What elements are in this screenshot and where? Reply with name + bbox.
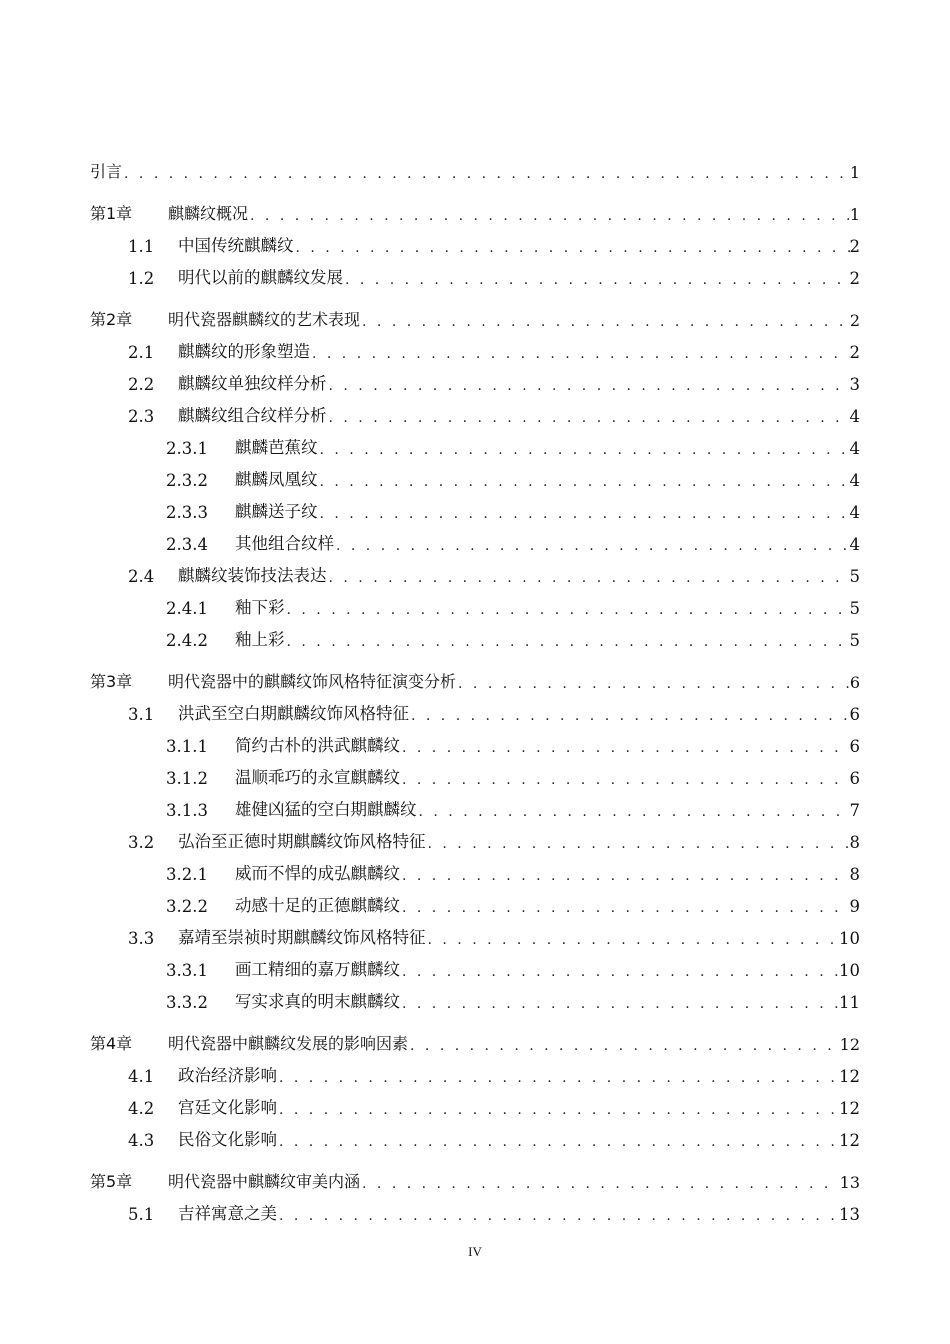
- toc-entry[interactable]: [90, 1160, 860, 1192]
- dot-leader: [310, 346, 850, 362]
- dot-leader: [360, 1176, 840, 1192]
- toc-entry-title: 釉下彩: [235, 598, 285, 617]
- toc-entry-number: 3.3.2: [166, 993, 208, 1012]
- dot-leader: [360, 314, 850, 330]
- toc-entry-title: 明代瓷器中麒麟纹审美内涵: [168, 1172, 361, 1191]
- toc-entry-title: 麒麟纹的形象塑造: [178, 342, 310, 361]
- toc-entry-page: 12: [839, 1131, 860, 1150]
- toc-entry-number: 3.2.1: [166, 865, 208, 884]
- toc-entry-page: 10: [839, 961, 860, 980]
- toc-entry-title: 雄健凶猛的空白期麒麟纹: [235, 800, 417, 819]
- dot-leader: [277, 1134, 839, 1150]
- toc-entry-number: 2.4: [128, 567, 155, 586]
- dot-leader: [327, 378, 850, 394]
- toc-entry-title: 政治经济影响: [178, 1066, 277, 1085]
- toc-entry-title: 宫廷文化影响: [178, 1098, 277, 1117]
- toc-entry-number: 3.1.2: [166, 769, 208, 788]
- toc-entry-page: 2: [849, 269, 860, 288]
- toc-entry[interactable]: [90, 522, 860, 554]
- toc-entry[interactable]: [90, 394, 860, 426]
- toc-entry[interactable]: [90, 150, 860, 182]
- toc-entry-title: 画工精细的嘉万麒麟纹: [235, 960, 400, 979]
- toc-entry-title: 洪武至空白期麒麟纹饰风格特征: [178, 704, 409, 723]
- dot-leader: [277, 1208, 839, 1224]
- dot-leader: [318, 474, 850, 490]
- dot-leader: [327, 570, 850, 586]
- toc-entry-title: 明代以前的麒麟纹发展: [178, 268, 343, 287]
- toc-entry-page: 5: [849, 599, 860, 618]
- dot-leader: [318, 506, 850, 522]
- toc-entry-page: 3: [849, 375, 860, 394]
- toc-entry[interactable]: [90, 724, 860, 756]
- toc-entry-number: 3.3: [128, 929, 155, 948]
- toc-entry-number: 4.3: [128, 1131, 155, 1150]
- dot-leader: [400, 900, 850, 916]
- toc-entry-number: 4.1: [128, 1067, 155, 1086]
- toc-entry-number: 2.3.4: [166, 535, 208, 554]
- toc-entry-number: 3.1: [128, 705, 155, 724]
- toc-entry-number: 第1章: [90, 204, 133, 223]
- toc-entry-number: 1.2: [128, 269, 155, 288]
- toc-entry-number: 2.4.2: [166, 631, 208, 650]
- toc-entry-number: 第4章: [90, 1034, 133, 1053]
- dot-leader: [400, 996, 839, 1012]
- toc-entry-number: 2.1: [128, 343, 155, 362]
- dot-leader: [277, 1102, 839, 1118]
- toc-entry-title: 民俗文化影响: [178, 1130, 277, 1149]
- toc-entry-page: 5: [849, 631, 860, 650]
- toc-entry-number: 2.3.3: [166, 503, 208, 522]
- page-number-footer: IV: [468, 1244, 482, 1259]
- toc-entry[interactable]: [90, 192, 860, 224]
- toc-entry-page: 6: [849, 705, 860, 724]
- toc-entry-page: 1: [849, 163, 860, 182]
- dot-leader: [400, 868, 850, 884]
- toc-entry-number: 3.1.3: [166, 801, 208, 820]
- toc-entry-title: 威而不悍的成弘麒麟纹: [235, 864, 400, 883]
- toc-entry-number: 第2章: [90, 310, 133, 329]
- toc-entry-page: 4: [849, 471, 860, 490]
- dot-leader: [400, 740, 850, 756]
- toc-entry-page: 12: [839, 1035, 860, 1054]
- toc-entry[interactable]: [90, 980, 860, 1012]
- toc-entry-title: 明代瓷器中麒麟纹发展的影响因素: [168, 1034, 409, 1053]
- toc-entry-page: 13: [839, 1205, 860, 1224]
- toc-entry-page: 13: [839, 1173, 860, 1192]
- toc-entry[interactable]: [90, 1022, 860, 1054]
- toc-entry-page: 10: [839, 929, 860, 948]
- dot-leader: [318, 442, 850, 458]
- toc-entry-page: 5: [849, 567, 860, 586]
- toc-entry-page: 11: [839, 993, 860, 1012]
- toc-entry[interactable]: [90, 426, 860, 458]
- dot-leader: [294, 240, 850, 256]
- dot-leader: [285, 602, 850, 618]
- dot-leader: [426, 932, 840, 948]
- toc-entry-number: 3.2.2: [166, 897, 208, 916]
- toc-entry-page: 8: [849, 865, 860, 884]
- toc-entry[interactable]: [90, 256, 860, 288]
- dot-leader: [400, 964, 839, 980]
- toc-entry-title: 写实求真的明末麒麟纹: [235, 992, 400, 1011]
- toc-entry-number: 3.3.1: [166, 961, 208, 980]
- toc-entry[interactable]: [90, 1118, 860, 1150]
- toc-entry[interactable]: [90, 362, 860, 394]
- toc-entry-number: 2.3.1: [166, 439, 208, 458]
- toc-entry-title: 麒麟纹装饰技法表达: [178, 566, 327, 585]
- toc-entry-number: 5.1: [128, 1205, 155, 1224]
- toc-entry-number: 4.2: [128, 1099, 155, 1118]
- dot-leader: [426, 836, 850, 852]
- toc-entry-title: 其他组合纹样: [235, 534, 334, 553]
- toc-entry[interactable]: [90, 692, 860, 724]
- toc-entry[interactable]: [90, 586, 860, 618]
- toc-entry-number: 第3章: [90, 672, 133, 691]
- toc-entry-title: 吉祥寓意之美: [178, 1204, 277, 1223]
- toc-entry[interactable]: [90, 948, 860, 980]
- toc-entry-page: 4: [849, 535, 860, 554]
- dot-leader: [285, 634, 850, 650]
- toc-entry-page: 12: [839, 1067, 860, 1086]
- toc-entry-number: 3.2: [128, 833, 155, 852]
- toc-entry-title: 麒麟纹组合纹样分析: [178, 406, 327, 425]
- dot-leader: [248, 208, 850, 224]
- toc-entry-title: 明代瓷器麒麟纹的艺术表现: [168, 310, 361, 329]
- toc-entry[interactable]: [90, 756, 860, 788]
- toc-entry-number: 2.4.1: [166, 599, 208, 618]
- toc-entry-title: 弘治至正德时期麒麟纹饰风格特征: [178, 832, 426, 851]
- toc-entry-title: 中国传统麒麟纹: [178, 236, 294, 255]
- toc-entry-page: 4: [849, 407, 860, 426]
- toc-entry-number: 3.1.1: [166, 737, 208, 756]
- toc-entry-title: 明代瓷器中的麒麟纹饰风格特征演变分析: [168, 672, 457, 691]
- toc-entry-page: 8: [849, 833, 860, 852]
- dot-leader: [334, 538, 850, 554]
- toc-entry-title: 釉上彩: [235, 630, 285, 649]
- dot-leader: [400, 772, 850, 788]
- toc-entry-number: 2.3.2: [166, 471, 208, 490]
- toc-entry-number: 2.2: [128, 375, 155, 394]
- toc-entry-title: 麒麟芭蕉纹: [235, 438, 318, 457]
- toc-entry-title: 简约古朴的洪武麒麟纹: [235, 736, 400, 755]
- toc-entry-page: 7: [849, 801, 860, 820]
- toc-entry[interactable]: [90, 224, 860, 256]
- toc-entry-title: 麒麟纹单独纹样分析: [178, 374, 327, 393]
- dot-leader: [417, 804, 850, 820]
- toc-entry-page: 12: [839, 1099, 860, 1118]
- toc-entry-page: 6: [849, 769, 860, 788]
- toc-entry-page: 6: [849, 737, 860, 756]
- toc-entry-number: 1.1: [128, 237, 155, 256]
- dot-leader: [409, 708, 850, 724]
- toc-entry[interactable]: [90, 298, 860, 330]
- toc-entry-number: 2.3: [128, 407, 155, 426]
- toc-entry-page: 6: [849, 673, 860, 692]
- toc-entry[interactable]: [90, 852, 860, 884]
- toc-entry-title: 温顺乖巧的永宣麒麟纹: [235, 768, 400, 787]
- dot-leader: [277, 1070, 839, 1086]
- toc-entry-page: 1: [849, 205, 860, 224]
- toc-entry-page: 4: [849, 503, 860, 522]
- dot-leader: [327, 410, 850, 426]
- toc-entry-title: 嘉靖至崇祯时期麒麟纹饰风格特征: [178, 928, 426, 947]
- toc-entry-page: 2: [849, 237, 860, 256]
- toc-entry-title: 麒麟送子纹: [235, 502, 318, 521]
- toc-entry[interactable]: [90, 458, 860, 490]
- toc-entry[interactable]: [90, 330, 860, 362]
- toc-entry-page: 2: [849, 311, 860, 330]
- toc-entry[interactable]: [90, 788, 860, 820]
- dot-leader: [122, 166, 850, 182]
- toc-entry-title: 麒麟凤凰纹: [235, 470, 318, 489]
- toc-entry[interactable]: [90, 618, 860, 650]
- toc-entry[interactable]: [90, 660, 860, 692]
- toc-entry[interactable]: [90, 1192, 860, 1224]
- toc-entry-title: 动感十足的正德麒麟纹: [235, 896, 400, 915]
- toc-entry-page: 2: [849, 343, 860, 362]
- toc-entry-page: 9: [849, 897, 860, 916]
- toc-entry[interactable]: [90, 1086, 860, 1118]
- toc-entry-page: 4: [849, 439, 860, 458]
- table-of-contents: [90, 150, 860, 1224]
- toc-entry[interactable]: [90, 820, 860, 852]
- toc-entry-title: 麒麟纹概况: [168, 204, 249, 223]
- dot-leader: [456, 676, 850, 692]
- toc-entry[interactable]: [90, 884, 860, 916]
- toc-entry[interactable]: [90, 1054, 860, 1086]
- toc-entry[interactable]: [90, 490, 860, 522]
- toc-entry-number: 第5章: [90, 1172, 133, 1191]
- dot-leader: [343, 272, 850, 288]
- toc-entry-title: 引言: [90, 162, 123, 181]
- dot-leader: [408, 1038, 840, 1054]
- toc-entry[interactable]: [90, 916, 860, 948]
- toc-entry[interactable]: [90, 554, 860, 586]
